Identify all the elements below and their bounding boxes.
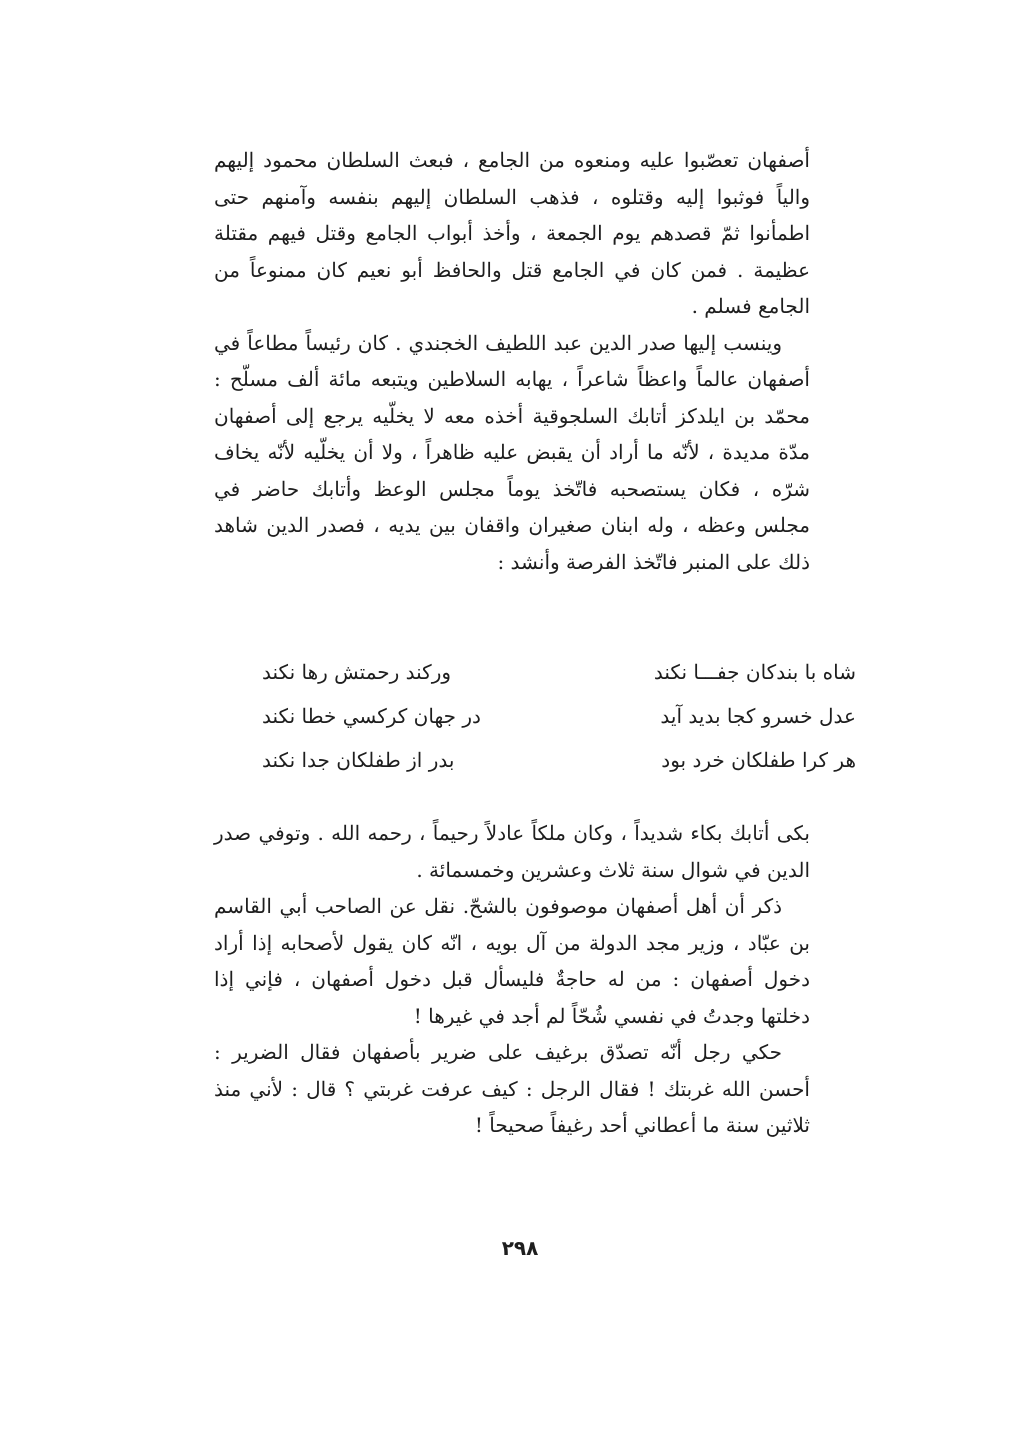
text-block-top bbox=[214, 142, 810, 580]
text-line: حكي رجل أنّه تصدّق برغيف على ضرير بأصفهان فقال الضرير : أحسن bbox=[214, 1040, 810, 1101]
verse-second-hemistich: وركند رحمتش رها نكند bbox=[262, 660, 452, 684]
text-line: عبّاد ، وزير مجد الدولة من آل بويه ، انّه كان يقول لأصحابه إذا أراد دخول bbox=[214, 930, 811, 991]
verse-first-hemistich: عدل خسرو كجا بديد آيد bbox=[660, 704, 856, 728]
text-line: أصفهان : من له حاجةٌ فليسأل قبل دخول أصفهان ، فإني إذا دخلتها وجدتُ bbox=[214, 967, 810, 1028]
text-line: بكى أتابك بكاء شديداً ، وكان ملكاً عادلاً رحيماً ، رحمه الله . وتوفي bbox=[258, 821, 810, 845]
paragraph-sadr-al-din bbox=[214, 325, 810, 581]
text-line: الجمعة ، وأخذ أبواب الجامع وقتل فيهم مقتلة عظيمة . فمن كان في الجامع bbox=[214, 221, 811, 282]
text-line: صغيران واقفان بين يديه ، فصدر الدين شاهد ذلك على المنبر فاتّخذ الفرصة bbox=[214, 513, 810, 574]
text-line: قتل والحافظ أبو نعيم كان ممنوعاً من الجامع فسلم . bbox=[214, 257, 810, 318]
text-line: أصفهان عالماً واعظاً شاعراً ، يهابه السلاطين ويتبعه مائة ألف مسلّح : محمّد بن bbox=[214, 367, 810, 428]
text-line: ايلدكز أتابك السلجوقية أخذه معه لا يخلّيه يرجع إلى أصفهان مدّة مديدة ، bbox=[214, 403, 811, 464]
text-line: صدر الدين في شوال سنة ثلاث وعشرين وخمسمائة . bbox=[214, 821, 810, 882]
persian-verse-block bbox=[262, 650, 856, 782]
text-line: إليه وقتلوه ، فذهب السلطان إليهم بنفسه وآمنهم حتى اطمأنوا ثمّ قصدهم يوم bbox=[214, 184, 811, 245]
text-line: لأنّه ما أراد أن يقبض عليه ظاهراً ، ولا أن يخلّيه لأنّه يخاف شرّه ، فكان bbox=[214, 440, 810, 501]
verse-first-hemistich: هر كرا طفلكان خرد بود bbox=[661, 748, 856, 772]
verse-second-hemistich: بدر از طفلكان جدا نكند bbox=[262, 748, 455, 772]
verse-second-hemistich: در جهان كركسي خطا نكند bbox=[262, 704, 481, 728]
verse-line bbox=[262, 738, 856, 782]
text-line: الله غربتك ! فقال الرجل : كيف عرفت غربتي ؟ قال : لأني منذ ثلاثين سنة bbox=[214, 1076, 810, 1137]
paragraph-atabeg-weeping bbox=[214, 815, 810, 888]
text-line: وينسب إليها صدر الدين عبد اللطيف الخجندي . كان رئيساً مطاعاً في bbox=[214, 330, 782, 355]
text-line: في نفسي شُحّاً لم أجد في غيرها ! bbox=[413, 1003, 697, 1028]
verse-line bbox=[262, 650, 856, 694]
verse-line bbox=[262, 694, 856, 738]
text-line: وأنشد : bbox=[497, 549, 560, 574]
paragraph-blind-man-anecdote bbox=[214, 1034, 810, 1144]
text-line: أصفهان تعصّبوا عليه ومنعوه من الجامع ، فبعث السلطان محمود إليهم والياً فوثبوا bbox=[214, 148, 811, 209]
text-line: ذكر أن أهل أصفهان موصوفون بالشحّ. نقل عن الصاحب أبي القاسم بن bbox=[214, 894, 810, 955]
text-line: يستصحبه فاتّخذ يوماً مجلس الوعظ وأتابك حاضر في مجلس وعظه ، وله ابنان bbox=[214, 476, 811, 537]
text-block-bottom bbox=[214, 815, 810, 1144]
page-number: ٢٩٨ bbox=[501, 1236, 539, 1260]
paragraph-isfahan-mosque bbox=[214, 142, 810, 325]
paragraph-isfahan-stinginess bbox=[214, 888, 810, 1034]
verse-first-hemistich: شاه با بندكان جفـــا نكند bbox=[653, 660, 856, 684]
text-line: ما أعطاني أحد رغيفاً صحيحاً ! bbox=[474, 1113, 720, 1137]
